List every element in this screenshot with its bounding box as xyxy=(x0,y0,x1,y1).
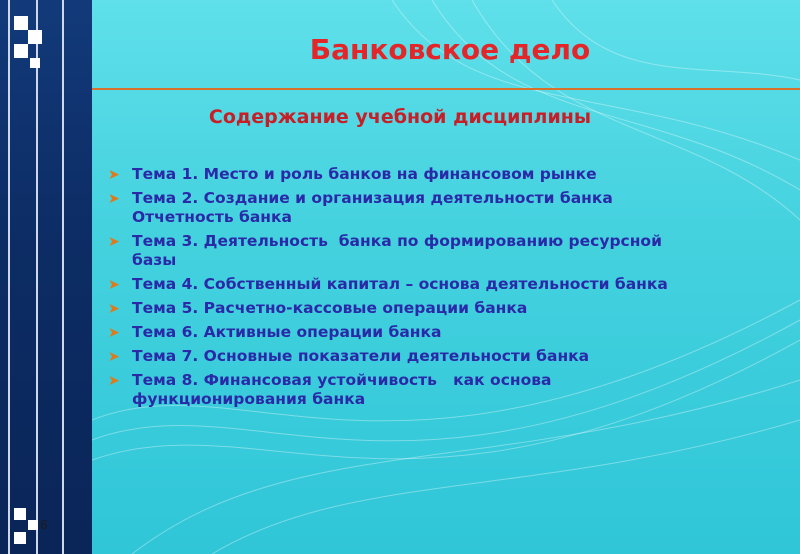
slide-title: Банковское дело xyxy=(309,33,591,66)
arrow-bullet-icon: ➤ xyxy=(108,234,120,250)
sidebar-line xyxy=(36,0,38,554)
topic-text: Тема 1. Место и роль банков на финансовом рынке xyxy=(132,165,597,183)
decor-square xyxy=(28,30,42,44)
left-sidebar-band xyxy=(0,0,92,554)
topic-item xyxy=(108,299,788,318)
sidebar-line xyxy=(62,0,64,554)
topic-item xyxy=(108,232,788,270)
arrow-bullet-icon: ➤ xyxy=(108,373,120,389)
decor-square xyxy=(14,16,28,30)
topic-text: Тема 8. Финансовая устойчивость как основа функционирования банка xyxy=(132,371,552,408)
topic-text: Тема 2. Создание и организация деятельности банка Отчетность банка xyxy=(132,189,613,226)
topic-text: Тема 5. Расчетно-кассовые операции банка xyxy=(132,299,528,317)
decor-square xyxy=(14,44,28,58)
arrow-bullet-icon: ➤ xyxy=(108,277,120,293)
arrow-bullet-icon: ➤ xyxy=(108,301,120,317)
topic-item xyxy=(108,275,788,294)
topic-text: Тема 4. Собственный капитал – основа деятельности банка xyxy=(132,275,668,293)
arrow-bullet-icon: ➤ xyxy=(108,167,120,183)
arrow-bullet-icon: ➤ xyxy=(108,191,120,207)
topic-item xyxy=(108,347,788,366)
decor-square xyxy=(14,532,26,544)
topic-text: Тема 6. Активные операции банка xyxy=(132,323,442,341)
decor-square xyxy=(14,508,26,520)
slide-number: 6 xyxy=(40,518,48,532)
arrow-bullet-icon: ➤ xyxy=(108,325,120,341)
topic-item xyxy=(108,165,788,184)
topic-item xyxy=(108,323,788,342)
decor-square xyxy=(28,520,38,530)
topic-item xyxy=(108,189,788,227)
sidebar-line xyxy=(8,0,10,554)
topic-text: Тема 7. Основные показатели деятельности банка xyxy=(132,347,590,365)
topic-list xyxy=(108,165,788,414)
slide-subtitle: Содержание учебной дисциплины xyxy=(208,106,592,128)
arrow-bullet-icon: ➤ xyxy=(108,349,120,365)
decor-square xyxy=(30,58,40,68)
topic-text: Тема 3. Деятельность банка по формированию ресурсной базы xyxy=(132,232,662,269)
topic-item xyxy=(108,371,788,409)
header-divider xyxy=(92,88,800,90)
